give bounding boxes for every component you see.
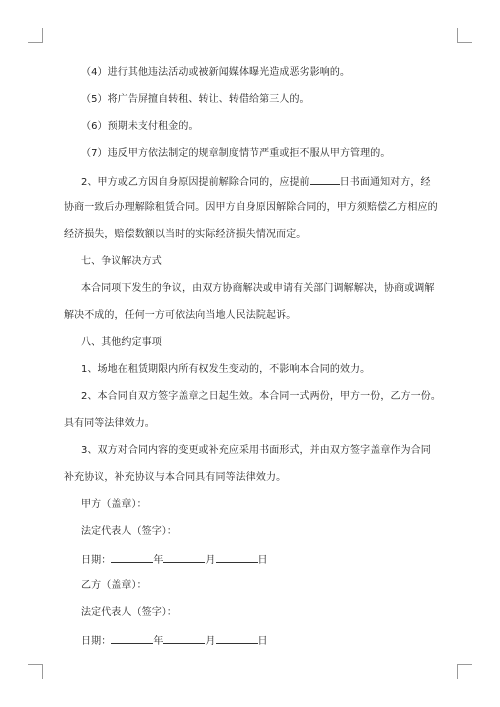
paragraph-line: 2、本合同自双方签字盖章之日起生效。本合同一式两份，甲方一份，乙方一份。 bbox=[81, 391, 441, 402]
month-label: 月 bbox=[205, 555, 216, 566]
list-item: （6）预期未支付租金的。 bbox=[81, 121, 199, 132]
paragraph-line: 解决不成的，任何一方可依法向当地人民法院起诉。 bbox=[64, 310, 297, 321]
day-label: 日 bbox=[257, 555, 268, 566]
list-item: （4）进行其他违法活动或被新闻媒体曝光造成恶劣影响的。 bbox=[81, 67, 351, 78]
section-heading: 八、其他约定事项 bbox=[81, 337, 162, 348]
party-b-seal: 乙方（盖章）： bbox=[81, 580, 147, 591]
clause-2-line-3: 经济损失，赔偿数额以当时的实际经济损失情况而定。 bbox=[64, 229, 307, 240]
list-item: （5）将广告屏擅自转租、转让、转借给第三人的。 bbox=[81, 94, 310, 105]
blank-month bbox=[163, 552, 205, 563]
blank-year bbox=[111, 552, 153, 563]
clause-2-line-2: 协商一致后办理解除租赁合同。因甲方自身原因解除合同的，甲方须赔偿乙方相应的 bbox=[64, 202, 438, 213]
party-a-seal: 甲方（盖章）： bbox=[81, 499, 147, 510]
party-b-date bbox=[81, 633, 436, 649]
blank-month bbox=[163, 633, 205, 644]
year-label: 年 bbox=[153, 636, 164, 647]
date-label: 日期： bbox=[81, 555, 112, 566]
clause-text: 2、甲方或乙方因自身原因提前解除合同的，应提前 bbox=[81, 177, 310, 188]
month-label: 月 bbox=[205, 636, 216, 647]
section-heading: 七、争议解决方式 bbox=[81, 256, 162, 267]
crop-mark-top-right bbox=[457, 28, 472, 43]
party-a-date bbox=[81, 552, 436, 568]
blank-year bbox=[111, 633, 153, 644]
paragraph-line: 3、双方对合同内容的变更或补充应采用书面形式，并由双方签字盖章作为合同 bbox=[81, 445, 431, 456]
paragraph-line: 本合同项下发生的争议，由双方协商解决或申请有关部门调解解决，协商或调解 bbox=[81, 283, 435, 294]
party-a-representative: 法定代表人（签字）： bbox=[81, 526, 177, 537]
crop-mark-top-left bbox=[28, 28, 43, 43]
blank-day bbox=[216, 552, 258, 563]
clause-2-line-1 bbox=[81, 174, 436, 190]
paragraph-line: 补充协议，补充协议与本合同具有同等法律效力。 bbox=[64, 472, 287, 483]
list-item: （7）违反甲方依法制定的规章制度情节严重或拒不服从甲方管理的。 bbox=[81, 148, 391, 159]
year-label: 年 bbox=[153, 555, 164, 566]
date-label: 日期： bbox=[81, 636, 112, 647]
day-label: 日 bbox=[257, 636, 268, 647]
paragraph-line: 具有同等法律效力。 bbox=[64, 418, 155, 429]
paragraph-line: 1、场地在租赁期限内所有权发生变动的，不影响本合同的效力。 bbox=[81, 364, 371, 375]
blank-days bbox=[310, 174, 340, 185]
crop-mark-bottom-right bbox=[457, 664, 472, 679]
crop-mark-bottom-left bbox=[28, 664, 43, 679]
blank-day bbox=[216, 633, 258, 644]
clause-text: 日书面通知对方，经 bbox=[339, 177, 431, 188]
party-b-representative: 法定代表人（签字）： bbox=[81, 607, 177, 618]
